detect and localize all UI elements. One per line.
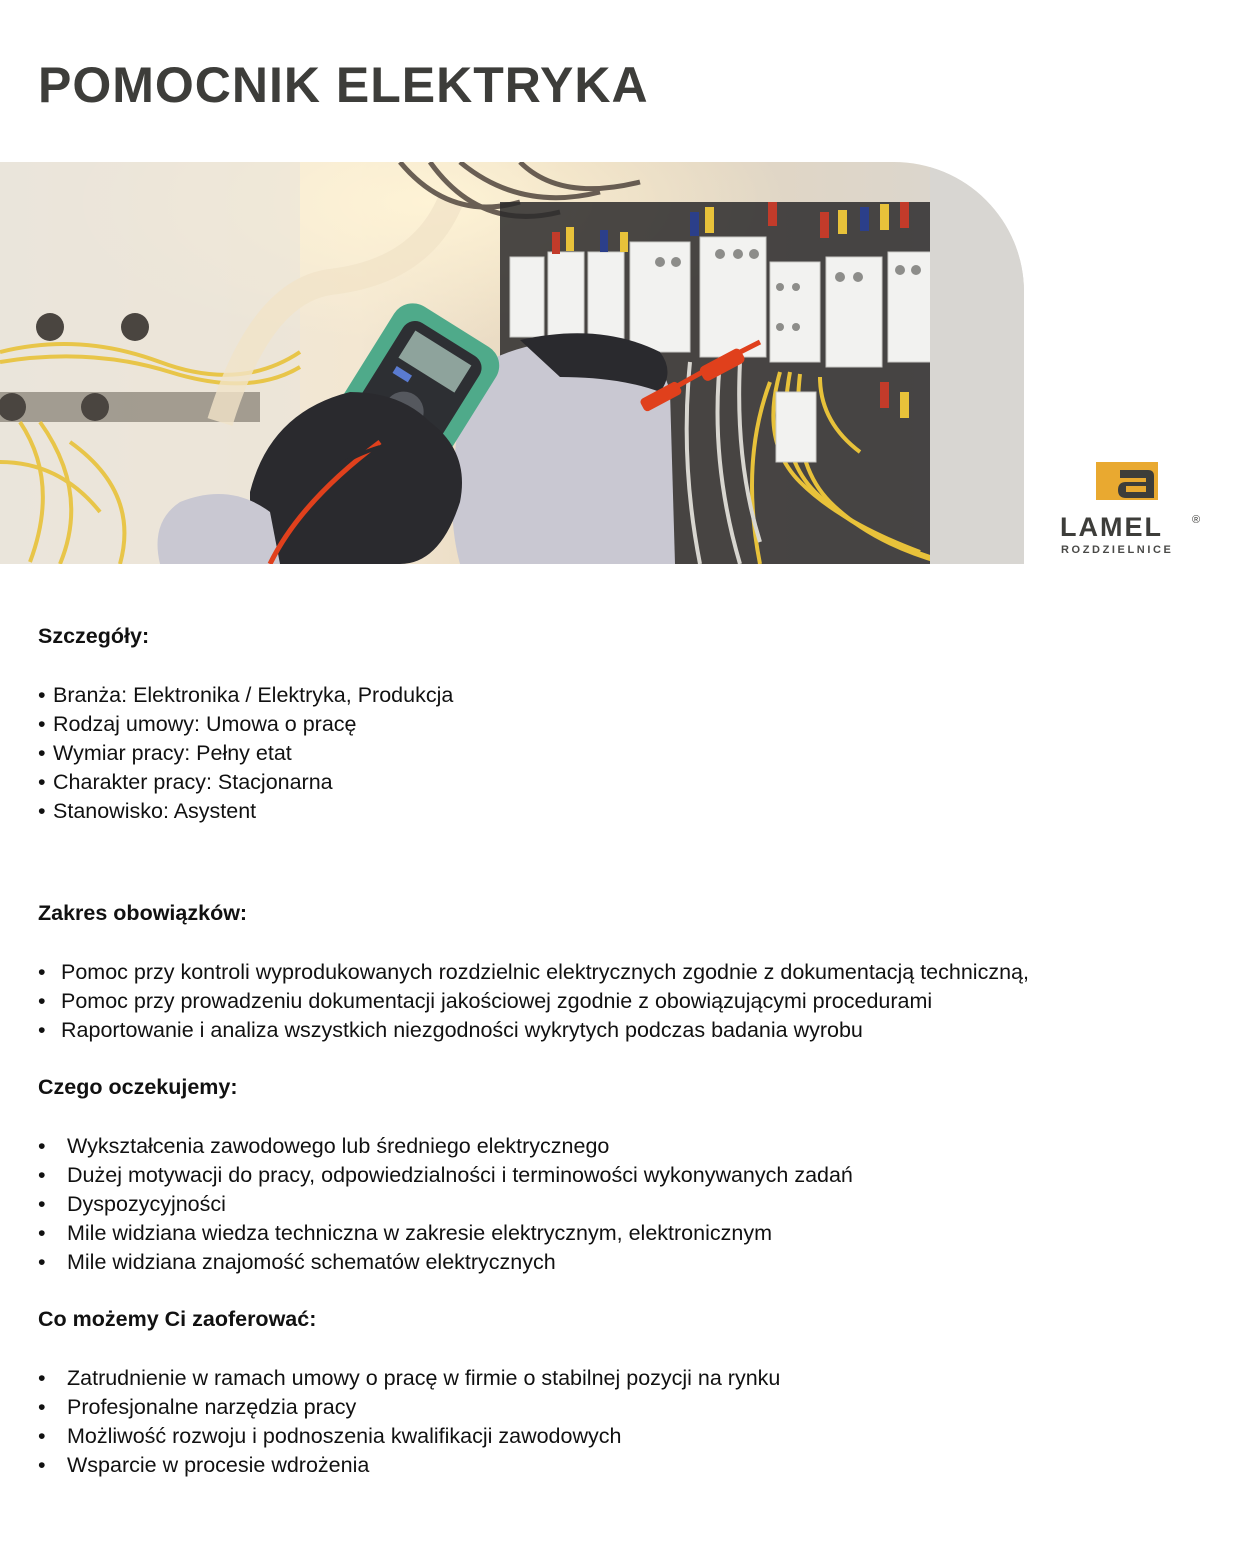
list-item: • Dużej motywacji do pracy, odpowiedzialności i terminowości wykonywanych zadań [38,1163,853,1187]
list-item: • Możliwość rozwoju i podnoszenia kwalifikacji zawodowych [38,1424,622,1448]
duties-list [38,958,1218,1045]
list-item: • Mile widziana znajomość schematów elektrycznych [38,1250,556,1274]
list-item: • Wymiar pracy: Pełny etat [38,741,292,765]
list-item: • Branża: Elektronika / Elektryka, Produkcja [38,683,454,707]
list-item: • Dyspozycyjności [38,1192,226,1216]
registered-mark: ® [1192,514,1201,526]
logo-subtitle: ROZDZIELNICE [1061,544,1174,556]
list-item: • Zatrudnienie w ramach umowy o pracę w firmie o stabilnej pozycji na rynku [38,1366,781,1390]
page-title: POMOCNIK ELEKTRYKA [38,57,649,113]
logo-name: LAMEL [1060,512,1163,542]
job-description [38,622,1218,1480]
list-item: • Profesjonalne narzędzia pracy [38,1395,357,1419]
list-item: • Mile widziana wiedza techniczna w zakresie elektrycznym, elektronicznym [38,1221,772,1245]
expectations-heading: Czego oczekujemy: [38,1075,238,1099]
duties-heading: Zakres obowiązków: [38,901,248,925]
list-item: • Charakter pracy: Stacjonarna [38,770,333,794]
list-item: • Wsparcie w procesie wdrożenia [38,1453,370,1477]
company-logo [1058,462,1208,562]
list-item: • Stanowisko: Asystent [38,799,257,823]
electrician-measuring-switchboard-photo-icon [0,162,1024,564]
list-item: • Pomoc przy prowadzeniu dokumentacji jakościowej zgodnie z obowiązującymi procedurami [38,989,933,1013]
lamel-logo-icon [1096,462,1158,500]
offer-heading: Co możemy Ci zaoferować: [38,1307,317,1331]
expectations-list [38,1132,1218,1277]
offer-list [38,1364,1218,1480]
list-item: • Rodzaj umowy: Umowa o pracę [38,712,357,736]
list-item: • Pomoc przy kontroli wyprodukowanych rozdzielnic elektrycznych zgodnie z dokumentacją techniczną, [38,960,1029,984]
hero-photo [0,162,1024,564]
details-list [38,681,1218,826]
list-item: • Raportowanie i analiza wszystkich niezgodności wykrytych podczas badania wyrobu [38,1018,863,1042]
details-heading: Szczegóły: [38,624,150,648]
list-item: • Wykształcenia zawodowego lub średniego elektrycznego [38,1134,610,1158]
